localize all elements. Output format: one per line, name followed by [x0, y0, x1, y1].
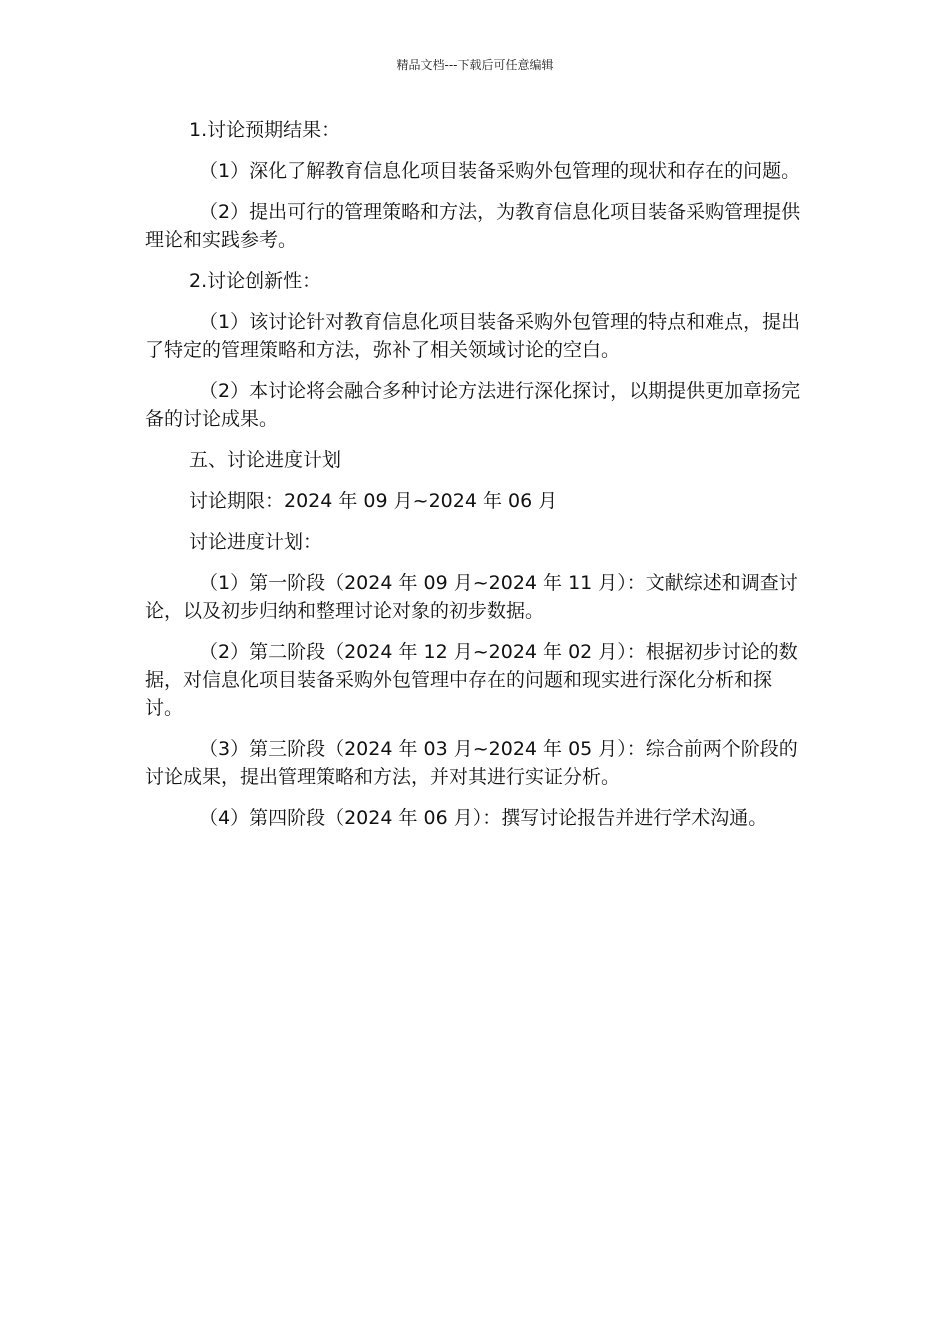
expected-result-2: （2）提出可行的管理策略和方法，为教育信息化项目装备采购管理提供理论和实践参考。 [145, 201, 801, 251]
stage-1: （1）第一阶段（2024 年 09 月~2024 年 11 月）：文献综述和调查讨论，以及初步归纳和整理讨论对象的初步数据。 [145, 572, 798, 622]
document-body [145, 116, 807, 845]
schedule-heading: 讨论进度计划： [189, 531, 323, 553]
page-header: 精品文档---下载后可任意编辑 [396, 58, 554, 72]
stage-4: （4）第四阶段（2024 年 06 月）：撰写讨论报告并进行学术沟通。 [199, 807, 768, 829]
innovation-1: （1）该讨论针对教育信息化项目装备采购外包管理的特点和难点，提出了特定的管理策略和方法，弥补了相关领域讨论的空白。 [145, 311, 801, 361]
innovation-heading: 2.讨论创新性： [189, 270, 322, 292]
expected-results-heading: 1.讨论预期结果： [189, 119, 341, 141]
innovation-2: （2）本讨论将会融合多种讨论方法进行深化探讨，以期提供更加章扬完备的讨论成果。 [145, 380, 801, 430]
stage-2: （2）第二阶段（2024 年 12 月~2024 年 02 月）：根据初步讨论的数据，对信息化项目装备采购外包管理中存在的问题和现实进行深化分析和探讨。 [145, 641, 798, 719]
research-period: 讨论期限：2024 年 09 月~2024 年 06 月 [189, 490, 558, 512]
stage-3: （3）第三阶段（2024 年 03 月~2024 年 05 月）：综合前两个阶段的讨论成果，提出管理策略和方法，并对其进行实证分析。 [145, 738, 798, 788]
section-five-heading: 五、讨论进度计划 [189, 449, 342, 471]
expected-result-1: （1）深化了解教育信息化项目装备采购外包管理的现状和存在的问题。 [199, 160, 801, 182]
